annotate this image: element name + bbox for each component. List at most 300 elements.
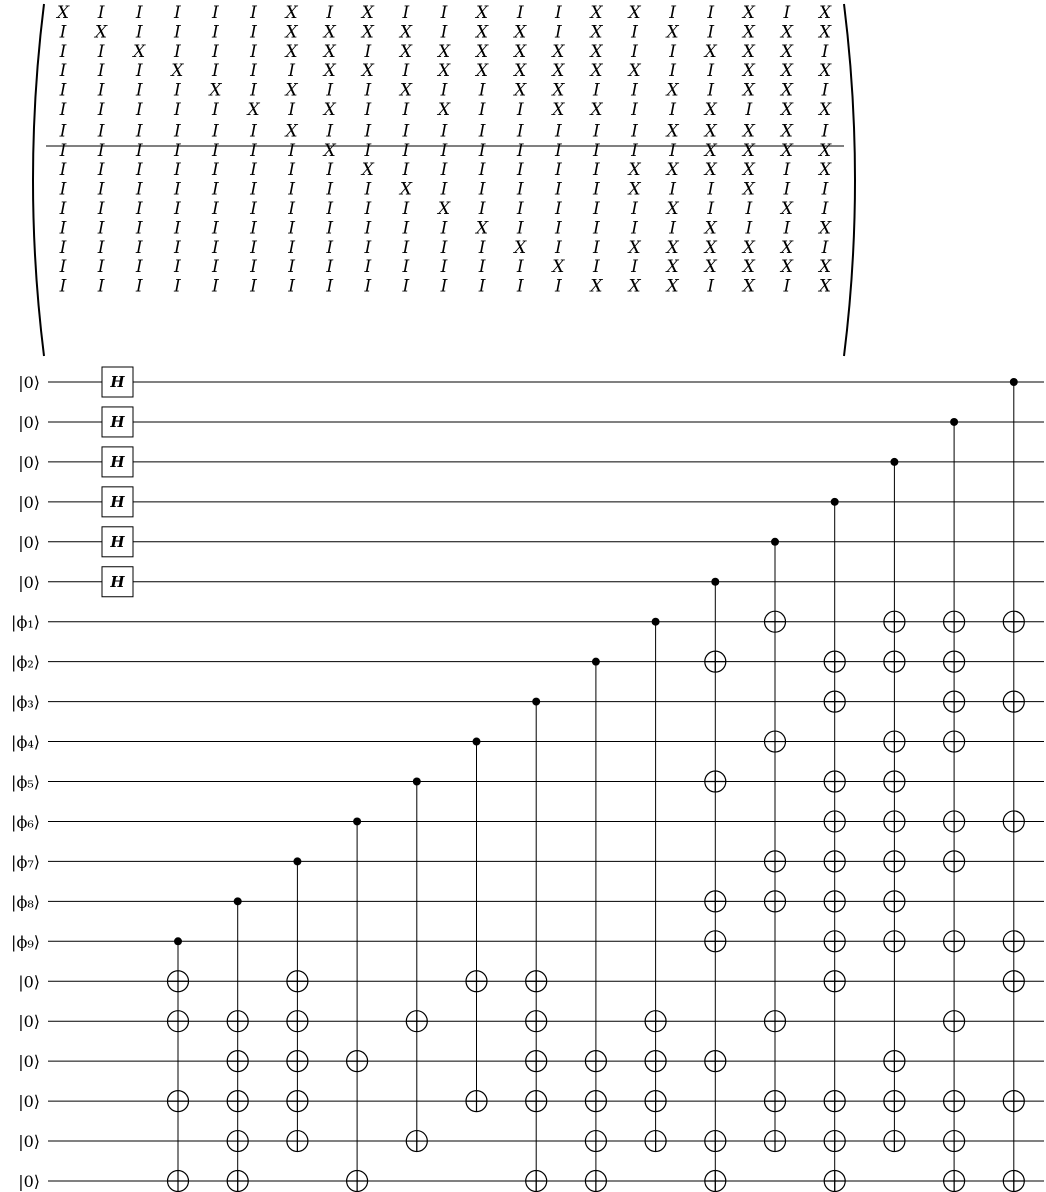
matrix-entry: X — [285, 41, 298, 62]
matrix-entry: I — [59, 179, 67, 200]
matrix-entry: I — [669, 100, 676, 120]
matrix-entry: X — [818, 61, 832, 82]
matrix-entry: X — [361, 160, 374, 181]
matrix-entry: X — [666, 237, 679, 258]
matrix-entry: I — [478, 276, 486, 297]
matrix-entry: I — [212, 140, 219, 161]
target-xor — [705, 891, 726, 912]
matrix-entry: X — [818, 160, 832, 181]
matrix-entry: I — [173, 160, 181, 181]
hadamard-label: H — [110, 412, 125, 431]
matrix-entry: I — [478, 179, 486, 200]
matrix-entry: I — [402, 199, 410, 219]
matrix-entry: I — [212, 100, 219, 120]
target-xor — [765, 1091, 786, 1112]
target-xor — [884, 651, 905, 672]
matrix-entry: I — [593, 179, 600, 200]
matrix-entry: I — [288, 218, 295, 239]
matrix-entry: I — [135, 100, 143, 120]
hadamard-label: H — [110, 452, 125, 471]
matrix-entry: I — [593, 121, 600, 142]
target-xor — [466, 1091, 487, 1112]
matrix-entry: X — [818, 140, 832, 161]
matrix-entry: I — [135, 179, 143, 200]
cnot-gate — [585, 658, 606, 1192]
matrix-entry: I — [783, 218, 791, 239]
matrix-entry: I — [326, 121, 334, 142]
matrix-entry: I — [97, 257, 105, 278]
target-xor — [884, 611, 905, 632]
matrix-entry: I — [707, 3, 715, 23]
matrix-entry: I — [554, 218, 562, 239]
matrix-entry: I — [745, 199, 753, 219]
matrix-entry: I — [669, 3, 676, 23]
matrix-entry: X — [133, 41, 146, 62]
matrix-entry: X — [742, 276, 755, 297]
matrix-entry: I — [173, 41, 181, 62]
matrix-entry: X — [780, 22, 793, 43]
matrix-entry: X — [552, 41, 565, 62]
matrix-entry: I — [364, 179, 372, 200]
target-xor — [824, 891, 845, 912]
wire-label: |ϕ₇⟩ — [11, 852, 40, 872]
matrix-entry: X — [780, 140, 793, 161]
matrix-entry: I — [631, 80, 638, 101]
matrix-entry: I — [250, 237, 257, 258]
hadamard-gate — [102, 447, 133, 477]
control-dot — [174, 937, 182, 945]
control-dot — [652, 618, 660, 626]
target-xor — [1003, 1171, 1024, 1192]
matrix-entry: I — [745, 100, 753, 120]
matrix-entry: I — [250, 121, 257, 142]
matrix-entry: X — [628, 160, 641, 181]
wire-label: |0⟩ — [18, 412, 40, 432]
matrix-entry: X — [666, 121, 679, 142]
control-dot — [413, 778, 421, 786]
target-xor — [466, 971, 487, 992]
target-xor — [585, 1051, 606, 1072]
matrix-entry: I — [440, 80, 448, 101]
matrix-entry: I — [631, 218, 638, 239]
matrix-entry: I — [554, 140, 562, 161]
matrix-entry: I — [364, 121, 372, 142]
target-xor — [227, 1051, 248, 1072]
matrix-entry: I — [440, 160, 448, 181]
wire-label: |0⟩ — [18, 492, 40, 512]
matrix-entry: X — [552, 61, 565, 82]
matrix-entry: I — [554, 121, 562, 142]
matrix-entry: I — [97, 179, 105, 200]
target-xor — [944, 1131, 965, 1152]
matrix-entry: X — [323, 61, 336, 82]
matrix-entry: I — [707, 276, 715, 297]
target-xor — [406, 1011, 427, 1032]
matrix-entry: I — [212, 257, 219, 278]
matrix-entry: I — [516, 100, 524, 120]
matrix-entry: I — [478, 199, 486, 219]
control-dot — [592, 658, 600, 666]
target-xor — [824, 851, 845, 872]
matrix-entry: I — [631, 257, 638, 278]
matrix-entry: I — [593, 160, 600, 181]
wire-label: |ϕ₃⟩ — [11, 692, 40, 712]
target-xor — [1003, 611, 1024, 632]
matrix-entry: I — [173, 218, 181, 239]
target-xor — [944, 1091, 965, 1112]
matrix-entry: I — [59, 61, 67, 82]
matrix-entry: I — [59, 276, 67, 297]
matrix-entry: I — [173, 140, 181, 161]
matrix-entry: I — [440, 218, 448, 239]
target-xor — [1003, 811, 1024, 832]
matrix-entry: X — [171, 61, 184, 82]
target-xor — [227, 1011, 248, 1032]
matrix-entry: X — [742, 257, 755, 278]
matrix-entry: X — [514, 80, 527, 101]
matrix-entry: X — [742, 237, 755, 258]
hadamard-label: H — [110, 492, 125, 511]
target-xor — [645, 1011, 666, 1032]
matrix-entry: I — [364, 276, 372, 297]
target-xor — [944, 1171, 965, 1192]
matrix-entry: I — [326, 3, 334, 23]
matrix-entry: I — [478, 80, 486, 101]
matrix-entry: X — [437, 100, 451, 120]
wire-label: |ϕ₉⟩ — [11, 932, 40, 952]
matrix-entry: X — [780, 41, 793, 62]
cnot-gate — [347, 817, 368, 1191]
matrix-entry: I — [364, 237, 372, 258]
matrix-entry: X — [666, 80, 679, 101]
hadamard-gate — [102, 407, 133, 437]
target-xor — [884, 1131, 905, 1152]
target-xor — [526, 1171, 547, 1192]
matrix-entry: I — [516, 160, 524, 181]
matrix-entry: X — [742, 140, 755, 161]
matrix-entry: X — [361, 22, 374, 43]
matrix-entry: X — [704, 100, 717, 120]
matrix-entry: X — [742, 41, 755, 62]
matrix-entry: I — [402, 237, 410, 258]
matrix-entry: X — [704, 140, 717, 161]
matrix-entry: I — [593, 80, 600, 101]
matrix-entry: I — [516, 179, 524, 200]
matrix-entry: I — [593, 140, 600, 161]
target-xor — [526, 1011, 547, 1032]
matrix-entry: I — [173, 121, 181, 142]
matrix-entry: I — [783, 160, 791, 181]
target-xor — [765, 611, 786, 632]
matrix-entry: X — [590, 100, 603, 120]
target-xor — [526, 1051, 547, 1072]
target-xor — [944, 811, 965, 832]
target-xor — [168, 971, 189, 992]
matrix-entry: I — [631, 121, 638, 142]
matrix-entry: I — [59, 41, 67, 62]
matrix-entry: I — [554, 199, 562, 219]
matrix-entry: X — [361, 3, 374, 23]
cnot-gate — [406, 778, 427, 1152]
matrix-entry: I — [554, 179, 562, 200]
target-xor — [168, 1171, 189, 1192]
matrix-entry: X — [590, 61, 603, 82]
matrix-entry: I — [326, 257, 334, 278]
matrix-entry: X — [476, 22, 489, 43]
matrix-entry: I — [59, 237, 67, 258]
matrix-entry: X — [780, 100, 793, 120]
matrix-entry: I — [288, 100, 295, 120]
cnot-gate — [168, 937, 189, 1191]
matrix-entry: I — [250, 276, 257, 297]
target-xor — [585, 1131, 606, 1152]
control-dot — [890, 458, 898, 466]
matrix-entry: I — [402, 218, 410, 239]
control-dot — [234, 897, 242, 905]
control-dot — [771, 538, 779, 546]
matrix-entry: I — [593, 257, 600, 278]
target-xor — [824, 811, 845, 832]
target-xor — [645, 1131, 666, 1152]
matrix-entry: I — [212, 199, 219, 219]
matrix-entry: X — [742, 80, 755, 101]
target-xor — [287, 1091, 308, 1112]
wire-label: |0⟩ — [18, 373, 40, 392]
hadamard-gate — [102, 567, 133, 597]
matrix-entry: I — [440, 121, 448, 142]
target-xor — [824, 1171, 845, 1192]
target-xor — [645, 1091, 666, 1112]
matrix-entry: I — [440, 237, 448, 258]
matrix-entry: I — [326, 179, 334, 200]
target-xor — [287, 1011, 308, 1032]
matrix-entry: I — [364, 257, 372, 278]
target-xor — [705, 931, 726, 952]
matrix-entry: X — [628, 179, 641, 200]
matrix-entry: X — [742, 3, 755, 23]
matrix-entry: I — [97, 100, 105, 120]
matrix-entry: X — [666, 22, 679, 43]
matrix-entry: I — [326, 276, 334, 297]
matrix-entry: X — [361, 61, 374, 82]
matrix-entry: I — [669, 218, 676, 239]
matrix-entry: I — [478, 237, 486, 258]
cnot-gate — [944, 418, 965, 1192]
matrix-entry: I — [402, 140, 410, 161]
matrix-entry: I — [631, 22, 638, 43]
matrix-entry: I — [173, 3, 181, 23]
target-xor — [944, 691, 965, 712]
hadamard-gate — [102, 367, 133, 397]
matrix-entry: I — [593, 199, 600, 219]
matrix-entry: I — [135, 237, 143, 258]
matrix-entry: I — [135, 218, 143, 239]
matrix-entry: I — [212, 237, 219, 258]
matrix-entry: I — [135, 199, 143, 219]
matrix-entry: I — [97, 3, 105, 23]
matrix-entry: I — [135, 80, 143, 101]
target-xor — [765, 731, 786, 752]
matrix-entry: X — [56, 3, 70, 23]
matrix-entry: I — [821, 121, 829, 142]
cnot-gate — [705, 578, 726, 1192]
matrix-entry: I — [402, 257, 410, 278]
matrix-entry: I — [745, 218, 753, 239]
matrix-entry: X — [399, 179, 412, 200]
matrix-entry: I — [250, 257, 257, 278]
control-dot — [473, 738, 481, 746]
matrix-entry: X — [818, 22, 832, 43]
cnot-gate — [884, 458, 905, 1152]
matrix-entry: X — [590, 276, 603, 297]
matrix-entry: I — [135, 3, 143, 23]
matrix-entry: I — [173, 237, 181, 258]
matrix-right-paren — [844, 4, 855, 356]
matrix-entry: I — [707, 22, 715, 43]
target-xor — [585, 1171, 606, 1192]
cnot-gate — [1003, 378, 1024, 1192]
matrix-entry: I — [97, 160, 105, 181]
target-xor — [1003, 1091, 1024, 1112]
matrix-entry: I — [326, 160, 334, 181]
matrix-entry: I — [402, 100, 410, 120]
matrix-entry: I — [707, 61, 715, 82]
matrix-entry: I — [554, 22, 562, 43]
matrix-entry: I — [59, 80, 67, 101]
matrix-entry: I — [173, 22, 181, 43]
matrix-entry: I — [97, 61, 105, 82]
matrix-entry: I — [212, 276, 219, 297]
matrix-entry: I — [364, 100, 372, 120]
target-xor — [944, 611, 965, 632]
matrix-entry: I — [59, 121, 67, 142]
target-xor — [287, 1051, 308, 1072]
matrix-entry: I — [212, 160, 219, 181]
matrix-entry: X — [590, 41, 603, 62]
matrix-entry: I — [669, 41, 676, 62]
matrix-entry: I — [97, 237, 105, 258]
matrix-entry: I — [478, 257, 486, 278]
cnot-gate — [466, 738, 487, 1112]
matrix-entry: X — [628, 276, 641, 297]
wire-label: |0⟩ — [18, 1012, 40, 1032]
matrix-entry: I — [364, 41, 372, 62]
matrix-entry: I — [631, 140, 638, 161]
matrix-entry: X — [628, 237, 641, 258]
target-xor — [884, 851, 905, 872]
matrix-entry: X — [285, 3, 298, 23]
matrix-entry: X — [514, 61, 527, 82]
matrix-entry: I — [97, 140, 105, 161]
matrix-entry: I — [516, 140, 524, 161]
matrix-entry: I — [402, 160, 410, 181]
matrix-entry: X — [780, 237, 793, 258]
target-xor — [705, 771, 726, 792]
matrix-entry: X — [818, 257, 832, 278]
target-xor — [227, 1091, 248, 1112]
wire-label: |ϕ₈⟩ — [11, 892, 40, 912]
matrix-entry: I — [173, 80, 181, 101]
matrix-entry: I — [59, 100, 67, 120]
matrix-entry: X — [552, 257, 565, 278]
matrix-entry: I — [669, 179, 676, 200]
matrix-entry: X — [399, 80, 412, 101]
wire-label: |0⟩ — [18, 572, 40, 592]
matrix-entry: I — [783, 179, 791, 200]
matrix-entry: I — [59, 140, 67, 161]
target-xor — [944, 851, 965, 872]
matrix-entry: I — [402, 121, 410, 142]
matrix-entry: I — [440, 257, 448, 278]
matrix-entry: X — [95, 22, 108, 43]
matrix-entry: X — [628, 61, 641, 82]
matrix-entry: X — [780, 199, 793, 219]
matrix-entry: I — [135, 140, 143, 161]
matrix-entry: I — [326, 80, 334, 101]
matrix-entry: I — [59, 257, 67, 278]
matrix-entry: I — [440, 179, 448, 200]
matrix-entry: X — [209, 80, 222, 101]
target-xor — [168, 1091, 189, 1112]
matrix-entry: I — [516, 276, 524, 297]
matrix-entry: I — [478, 160, 486, 181]
wire-label: |0⟩ — [18, 452, 40, 472]
matrix-entry: X — [437, 41, 451, 62]
matrix-entry: I — [364, 80, 372, 101]
hadamard-label: H — [110, 572, 125, 591]
matrix-entry: I — [173, 179, 181, 200]
control-dot — [293, 857, 301, 865]
target-xor — [1003, 931, 1024, 952]
matrix-entry: I — [250, 80, 257, 101]
matrix-left-paren — [33, 4, 44, 356]
matrix-entry: I — [821, 237, 829, 258]
matrix-entry: I — [97, 41, 105, 62]
matrix-entry: X — [285, 22, 298, 43]
matrix-entry: I — [707, 80, 715, 101]
matrix-entry: I — [250, 3, 257, 23]
hadamard-label: H — [110, 532, 125, 551]
matrix-entry: I — [440, 3, 448, 23]
matrix-entry: I — [250, 160, 257, 181]
wire-label: |0⟩ — [18, 1092, 40, 1112]
matrix-entry: X — [780, 257, 793, 278]
matrix-entry: X — [704, 237, 717, 258]
matrix-entry: I — [288, 140, 295, 161]
matrix-entry: X — [323, 41, 336, 62]
matrix-entry: I — [364, 218, 372, 239]
matrix-entry: X — [476, 61, 489, 82]
matrix-entry: I — [288, 160, 295, 181]
target-xor — [765, 891, 786, 912]
matrix-entry: X — [704, 257, 717, 278]
matrix-entry: I — [212, 179, 219, 200]
wire-label: |0⟩ — [18, 1132, 40, 1152]
wire-label: |ϕ₅⟩ — [11, 772, 40, 792]
matrix-entry: I — [288, 179, 295, 200]
matrix-entry: X — [552, 80, 565, 101]
wire-label: |0⟩ — [18, 972, 40, 992]
matrix-entry: X — [742, 160, 755, 181]
matrix-entry: I — [402, 61, 410, 82]
matrix-entry: X — [628, 3, 641, 23]
wire-label: |0⟩ — [18, 1172, 40, 1191]
matrix-entry: I — [135, 61, 143, 82]
matrix-entry: I — [250, 41, 257, 62]
matrix-entry: X — [704, 41, 717, 62]
matrix-entry: X — [742, 22, 755, 43]
matrix-entry: I — [212, 41, 219, 62]
